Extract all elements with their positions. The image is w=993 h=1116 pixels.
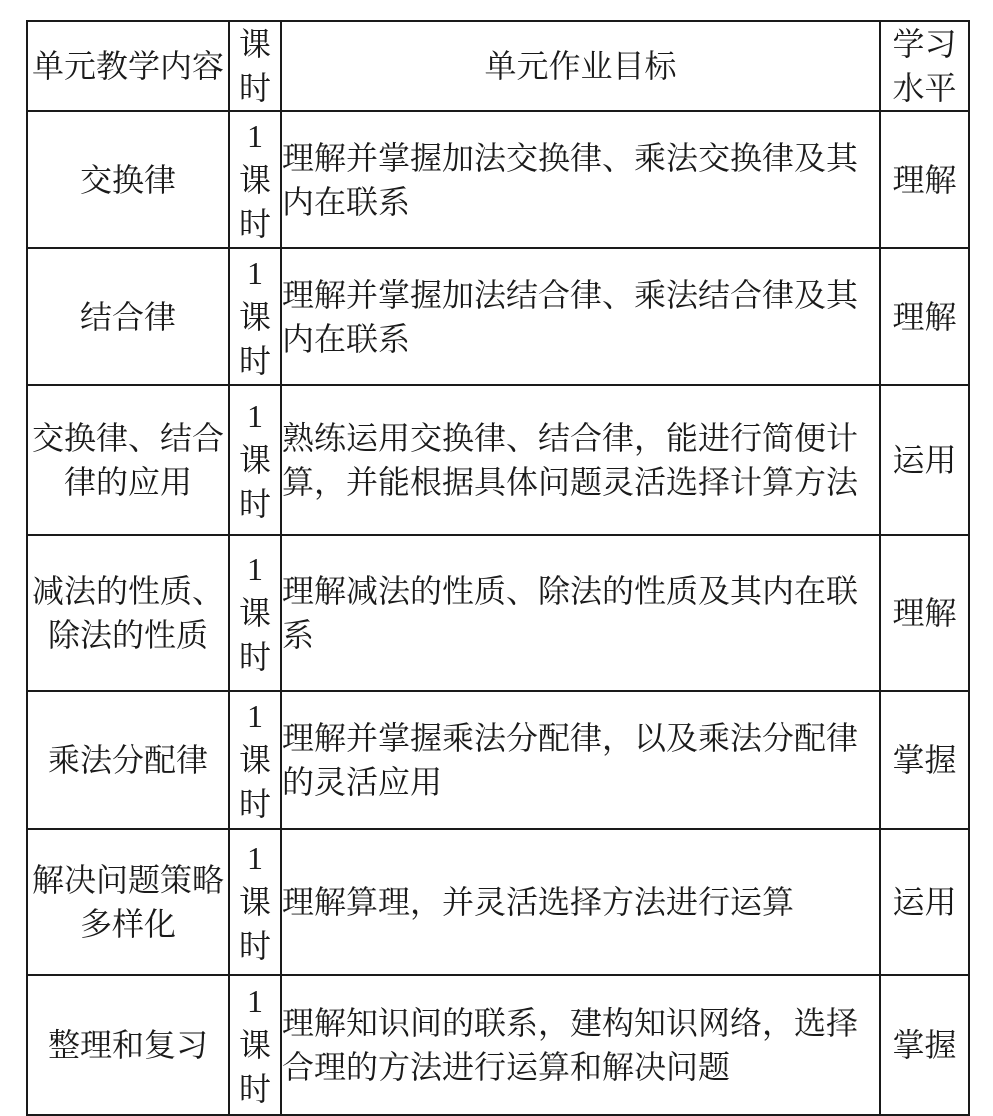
table-header-row: [27, 21, 969, 111]
cell-hours-line: 1: [247, 983, 263, 1019]
table-row: [27, 248, 969, 385]
unit-homework-table: [26, 20, 970, 1116]
cell-content: 结合律: [27, 248, 229, 385]
cell-hours-line: 1: [247, 398, 263, 434]
cell-hours-line: 时: [238, 341, 271, 380]
cell-hours-line: 1: [247, 840, 263, 876]
cell-goal: 理解减法的性质、除法的性质及其内在联系: [281, 535, 880, 691]
cell-content: 交换律: [27, 111, 229, 248]
cell-hours-line: 课: [238, 441, 271, 479]
cell-hours: [229, 535, 281, 691]
cell-content: 交换律、结合律的应用: [27, 385, 229, 535]
header-hours-line: 课: [238, 25, 271, 63]
cell-content: 解决问题策略多样化: [27, 829, 229, 975]
cell-hours-line: 课: [238, 594, 271, 632]
cell-hours: [229, 829, 281, 975]
cell-hours-line: 1: [247, 117, 263, 154]
cell-hours-line: 时: [238, 485, 271, 523]
cell-level: 运用: [880, 385, 969, 535]
table-row: [27, 535, 969, 691]
cell-hours-line: 1: [247, 254, 263, 291]
cell-goal: 理解并掌握加法结合律、乘法结合律及其内在联系: [281, 248, 880, 385]
header-level-line: 水平: [892, 69, 957, 107]
cell-level: 理解: [880, 535, 969, 691]
cell-level: 理解: [880, 248, 969, 385]
cell-level: 掌握: [880, 975, 969, 1115]
cell-content: 整理和复习: [27, 975, 229, 1115]
cell-goal: 理解算理，并灵活选择方法进行运算: [281, 829, 880, 975]
cell-content: 乘法分配律: [27, 691, 229, 829]
header-content: 单元教学内容: [27, 21, 229, 111]
cell-goal: 理解并掌握乘法分配律，以及乘法分配律的灵活应用: [281, 691, 880, 829]
table-row: [27, 975, 969, 1115]
cell-hours-line: 课: [238, 160, 271, 199]
cell-hours-line: 课: [238, 1026, 271, 1064]
table-body: [27, 111, 969, 1115]
cell-level: 掌握: [880, 691, 969, 829]
table-row: [27, 691, 969, 829]
cell-hours-line: 1: [247, 698, 263, 734]
cell-goal: 理解知识间的联系，建构知识网络，选择合理的方法进行运算和解决问题: [281, 975, 880, 1115]
cell-hours-line: 时: [238, 204, 271, 243]
cell-hours-line: 课: [238, 883, 271, 921]
header-goal: 单元作业目标: [281, 21, 880, 111]
cell-hours-line: 课: [238, 297, 271, 336]
cell-hours-line: 时: [238, 927, 271, 965]
cell-hours-line: 1: [247, 551, 263, 587]
cell-level: 运用: [880, 829, 969, 975]
cell-hours-line: 时: [238, 785, 271, 823]
header-hours: [229, 21, 281, 111]
header-level-line: 学习: [892, 25, 957, 63]
cell-hours-line: 课: [238, 741, 271, 779]
table-row: [27, 111, 969, 248]
cell-hours: [229, 385, 281, 535]
table-row: [27, 829, 969, 975]
cell-hours: [229, 975, 281, 1115]
header-level: [880, 21, 969, 111]
cell-hours: [229, 111, 281, 248]
cell-content: 减法的性质、除法的性质: [27, 535, 229, 691]
cell-goal: 熟练运用交换律、结合律，能进行简便计算，并能根据具体问题灵活选择计算方法: [281, 385, 880, 535]
table-row: [27, 385, 969, 535]
header-hours-line: 时: [238, 69, 271, 107]
cell-hours-line: 时: [238, 1070, 271, 1108]
cell-goal: 理解并掌握加法交换律、乘法交换律及其内在联系: [281, 111, 880, 248]
cell-hours: [229, 248, 281, 385]
cell-hours-line: 时: [238, 638, 271, 676]
cell-hours: [229, 691, 281, 829]
cell-level: 理解: [880, 111, 969, 248]
